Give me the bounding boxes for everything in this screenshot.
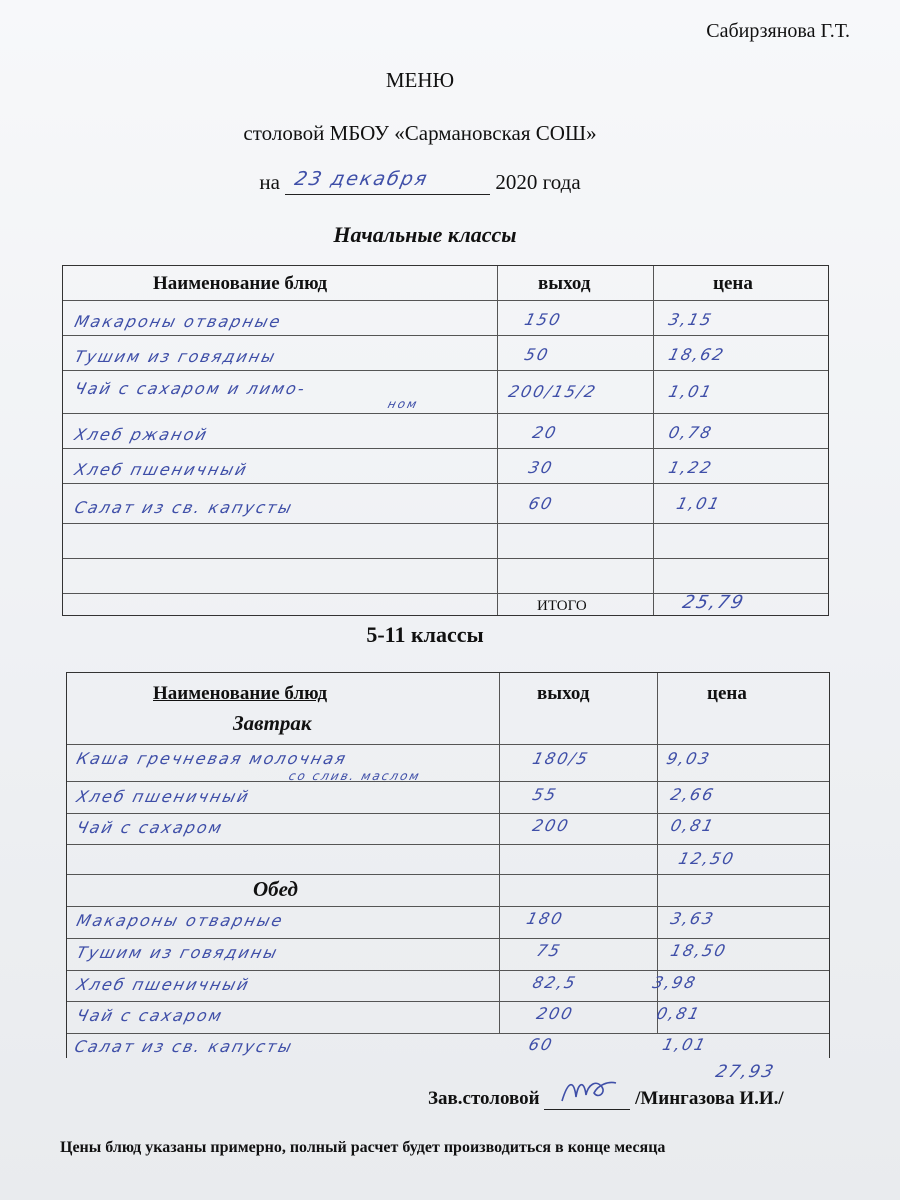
dish-yield: 30 [526, 458, 556, 477]
dish-yield: 180/5 [530, 749, 592, 768]
dish-name: Тушим из говядины [74, 943, 281, 962]
signature-label: Зав.столовой [428, 1088, 540, 1109]
dish-name: Хлеб ржаной [72, 425, 211, 444]
col-yield-header: выход [538, 273, 591, 294]
col-name-header: Наименование блюд [153, 273, 328, 294]
dish-yield: 60 [526, 1035, 556, 1054]
dish-price: 0,81 [668, 816, 717, 835]
senior-menu-table [66, 672, 830, 1058]
breakfast-total: 12,50 [676, 849, 738, 868]
dish-price: 9,03 [664, 749, 713, 768]
col-price-header: цена [707, 683, 747, 704]
table-row [63, 559, 828, 594]
dish-name: Салат из св. капусты [72, 1037, 296, 1056]
dish-price: 1,01 [666, 382, 715, 401]
dish-price: 0,78 [666, 423, 715, 442]
dish-price: 18,50 [668, 941, 730, 960]
dish-yield: 50 [522, 345, 552, 364]
dish-yield: 180 [524, 909, 566, 928]
dish-name: Макароны отварные [74, 911, 287, 930]
total-value: 25,79 [680, 592, 748, 613]
dish-price: 1,01 [660, 1035, 709, 1054]
dish-price: 3,63 [668, 909, 717, 928]
dish-yield: 200 [534, 1004, 576, 1023]
breakfast-label: Завтрак [233, 711, 312, 735]
dish-name: Хлеб пшеничный [74, 787, 253, 806]
handwritten-signature [558, 1075, 618, 1105]
dish-name: Макароны отварные [72, 312, 285, 331]
dish-name: Хлеб пшеничный [72, 460, 251, 479]
author-name: Сабирзянова Г.Т. [706, 20, 850, 42]
date-prefix: на [259, 170, 280, 194]
lunch-total: 27,93 [713, 1062, 778, 1082]
dish-price: 1,01 [674, 494, 723, 513]
dish-yield: 200 [530, 816, 572, 835]
dish-name: Салат из св. капусты [72, 498, 296, 517]
dish-price: 3,15 [666, 310, 715, 329]
menu-date-line [0, 170, 840, 195]
dish-yield: 200/15/2 [506, 382, 600, 401]
dish-name: Чай с сахаром [74, 1006, 226, 1025]
dish-yield: 75 [534, 941, 564, 960]
dish-yield: 150 [522, 310, 564, 329]
dish-name: Хлеб пшеничный [74, 975, 253, 994]
dish-name: Каша гречневая молочная [74, 749, 350, 768]
date-handwritten: 23 декабря [292, 168, 431, 190]
dish-yield: 82,5 [530, 973, 579, 992]
dish-yield: 55 [530, 785, 560, 804]
dish-price: 0,81 [654, 1004, 703, 1023]
section-senior-title: 5-11 классы [366, 622, 484, 647]
col-price-header: цена [713, 273, 753, 294]
date-blank [285, 168, 490, 195]
menu-subtitle: столовой МБОУ «Сармановская СОШ» [243, 121, 597, 145]
dish-name: Тушим из говядины [72, 347, 279, 366]
table-row [67, 875, 829, 907]
dish-yield: 60 [526, 494, 556, 513]
dish-name-continuation: со слив. маслом [287, 769, 423, 783]
col-yield-header: выход [537, 683, 590, 704]
dish-price: 3,98 [650, 973, 699, 992]
signature-line [428, 1088, 784, 1110]
dish-name: Чай с сахаром и лимо- [72, 379, 309, 398]
col-name-header: Наименование блюд [153, 683, 328, 704]
date-suffix: 2020 года [495, 170, 581, 194]
dish-price: 2,66 [668, 785, 717, 804]
dish-yield: 20 [530, 423, 560, 442]
dish-name: Чай с сахаром [74, 818, 226, 837]
menu-title: МЕНЮ [385, 68, 455, 92]
dish-price: 1,22 [666, 458, 715, 477]
dish-price: 18,62 [666, 345, 728, 364]
section-primary-title: Начальные классы [333, 222, 517, 247]
lunch-label: Обед [253, 877, 298, 901]
signature-name: /Мингазова И.И./ [635, 1088, 784, 1109]
table-row [63, 524, 828, 559]
pricing-note: Цены блюд указаны примерно, полный расчет будет производиться в конце месяца [60, 1139, 666, 1156]
total-label: ИТОГО [537, 598, 587, 614]
signature-blank [544, 1089, 630, 1110]
primary-menu-table [62, 265, 829, 616]
dish-name-continuation: ном [386, 397, 420, 411]
